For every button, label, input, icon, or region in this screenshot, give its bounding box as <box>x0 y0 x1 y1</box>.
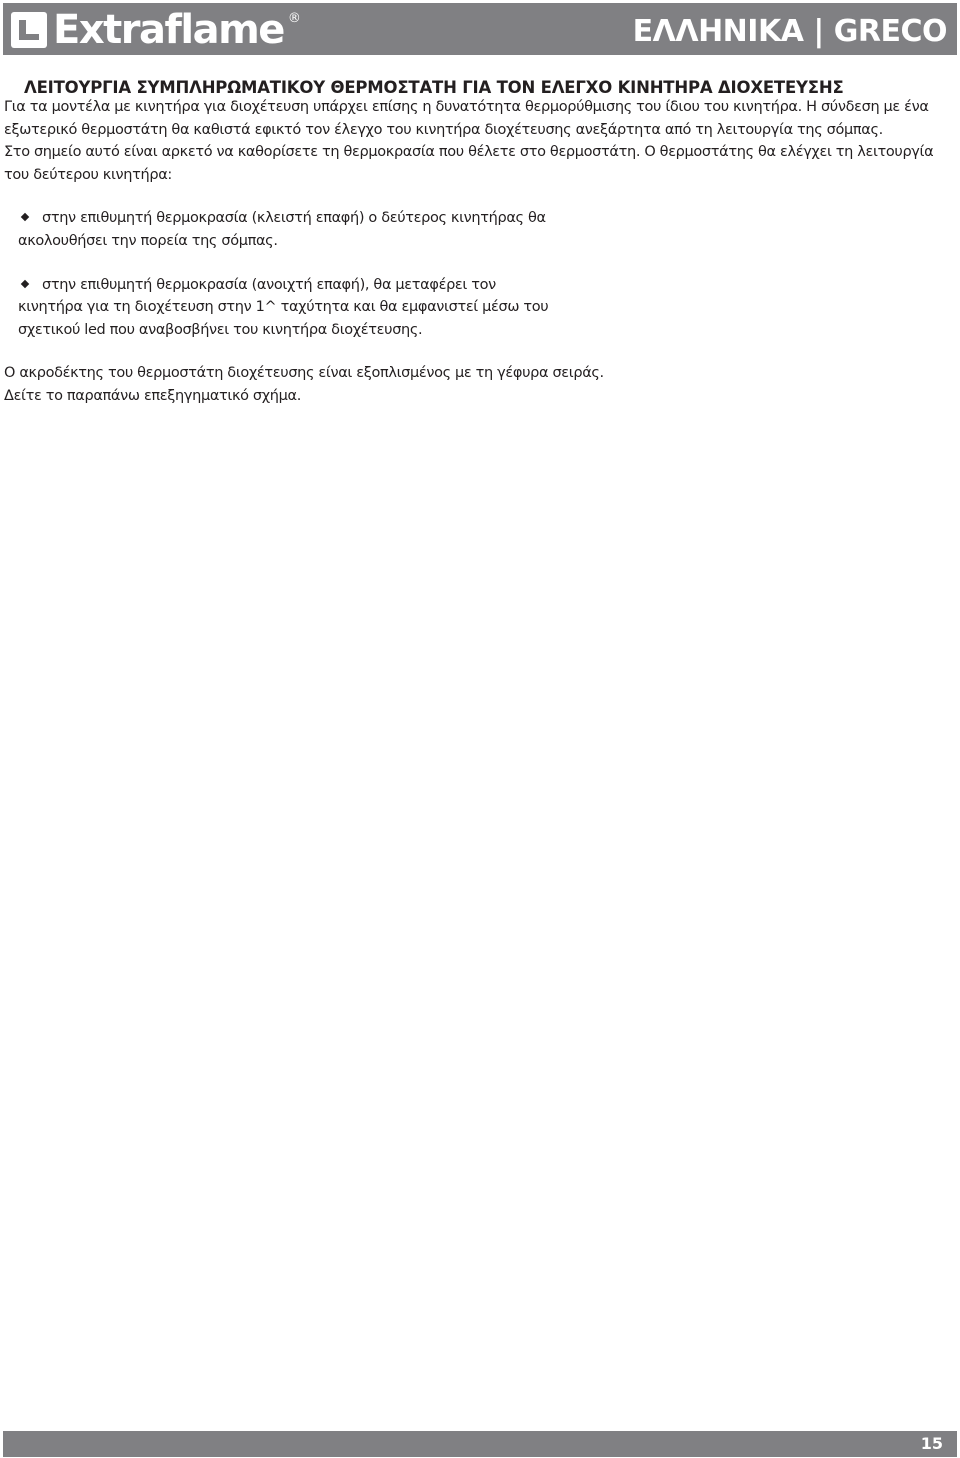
closing-paragraph <box>4 362 944 407</box>
page-number: 15 <box>920 1434 943 1453</box>
second-paragraph: Στο σημείο αυτό είναι αρκετό να καθορίσετε τη θερμοκρασία που θέλετε στο θερμοστάτη. Ο θερμοστάτης θα ελέγχει τη λειτουργία του δεύτερου κινητήρα: <box>4 144 934 183</box>
language-label: ΕΛΛΗΝΙΚΑ | GRECO <box>632 14 947 49</box>
bullet-text: στην επιθυμητή θερμοκρασία (κλειστή επαφή) ο δεύτερος κινητήρας θα ακολουθήσει την πορεία της σόμπας. <box>18 210 546 249</box>
intro-paragraph: Για τα μοντέλα με κινητήρα για διοχέτευση υπάρχει επίσης η δυνατότητα θερμορύθμισης του ίδιου του κινητήρα. Η σύνδεση με ένα εξωτερικό θερμοστάτη θα καθιστά εφικτό τον έλεγχο του κινητήρα διοχέτευσης ανεξάρτητα από τη λειτουργία της σόμπας. <box>4 99 929 138</box>
body-content <box>4 96 944 408</box>
closing-line: Δείτε το παραπάνω επεξηγηματικό σχήμα. <box>4 387 301 404</box>
diamond-bullet-icon <box>21 279 29 287</box>
brand-mark-icon <box>11 12 51 48</box>
closing-line: Ο ακροδέκτης του θερμοστάτη διοχέτευσης είναι εξοπλισμένος με τη γέφυρα σειράς. <box>4 365 604 382</box>
registered-mark: ® <box>287 11 301 26</box>
bullet-text: στην επιθυμητή θερμοκρασία (ανοιχτή επαφή), θα μεταφέρει τον κινητήρα για τη διοχέτευση στην 1^ ταχύτητα και θα εμφανιστεί μέσω του σχετικού led που αναβοσβήνει του κινητήρα διοχέτευσης. <box>18 276 549 338</box>
brand-logo <box>11 9 301 51</box>
footer-bar <box>3 1431 957 1457</box>
diamond-bullet-icon <box>21 213 29 221</box>
bullet-item <box>18 274 558 342</box>
header-bar <box>3 3 957 55</box>
brand-name: Extraflame <box>53 7 284 53</box>
bullet-item <box>18 207 558 252</box>
section-title: ΛΕΙΤΟΥΡΓΙΑ ΣΥΜΠΛΗΡΩΜΑΤΙΚΟΥ ΘΕΡΜΟΣΤΑΤΗ ΓΙΑ ΤΟΝ ΕΛΕΓΧΟ ΚΙΝΗΤΗΡΑ ΔΙΟΧΕΤΕΥΣΗΣ <box>24 78 844 97</box>
